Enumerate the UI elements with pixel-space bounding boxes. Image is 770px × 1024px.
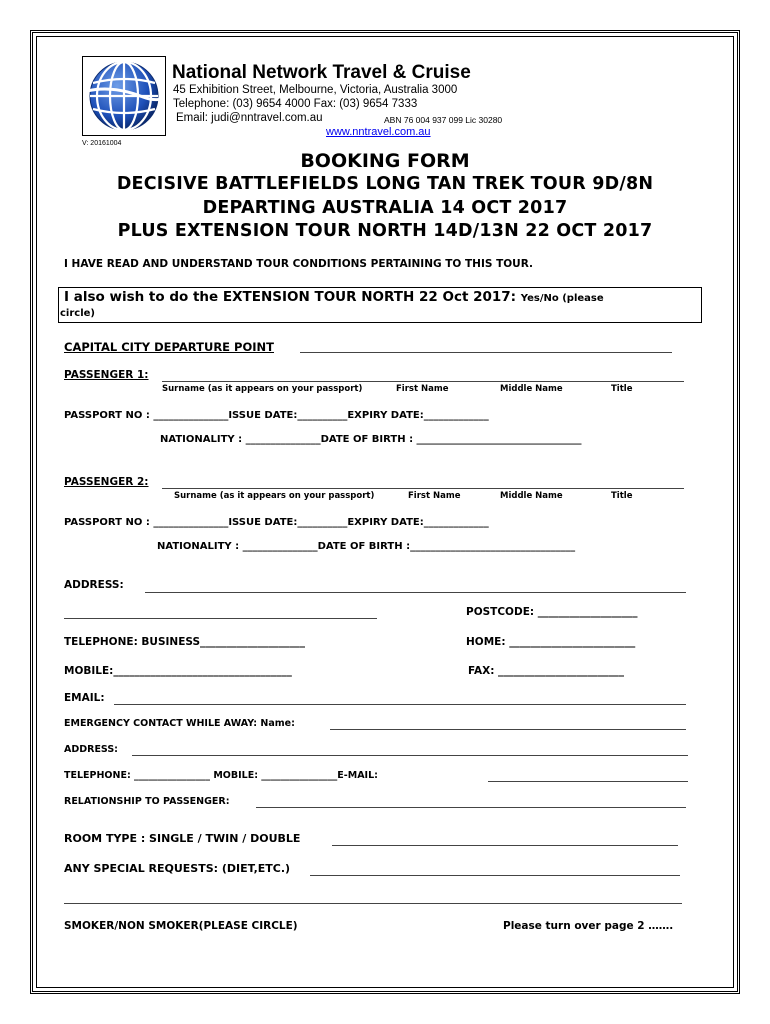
passenger1-passport-row[interactable]: PASSPORT NO : _______________ISSUE DATE:__________EXPIRY DATE:_____________ [64,410,489,421]
passenger2-nationality-row[interactable]: NATIONALITY : _______________DATE OF BIRTH :_________________________________ [157,541,576,552]
passenger1-nationality-row[interactable]: NATIONALITY : _______________DATE OF BIRTH : _________________________________ [160,434,582,445]
emergency-address-field[interactable] [132,755,688,756]
emergency-address-label: ADDRESS: [64,744,118,755]
form-title: BOOKING FORM [300,150,470,172]
passenger2-passport-row[interactable]: PASSPORT NO : _______________ISSUE DATE:__________EXPIRY DATE:_____________ [64,517,489,528]
extension-text: I also wish to do the EXTENSION TOUR NORTH 22 Oct 2017: [64,289,517,305]
emergency-contact-label: EMERGENCY CONTACT WHILE AWAY: Name: [64,718,295,729]
passenger2-firstname-hint: First Name [408,491,461,501]
relationship-field[interactable] [256,807,686,808]
room-type-label: ROOM TYPE : SINGLE / TWIN / DOUBLE [64,832,301,845]
company-email: Email: judi@nntravel.com.au [176,112,323,124]
tour-title-line1: DECISIVE BATTLEFIELDS LONG TAN TREK TOUR 9D/8N [116,174,654,194]
globe-icon [82,56,166,136]
business-telephone-field[interactable]: TELEPHONE: BUSINESS____________________ [64,636,306,648]
fax-field[interactable]: FAX: ________________________ [468,665,625,677]
version-label: V: 20161004 [82,140,122,147]
emergency-contact-field[interactable] [330,729,686,730]
home-telephone-field[interactable]: HOME: ________________________ [466,636,636,648]
departure-point-label: CAPITAL CITY DEPARTURE POINT [64,340,274,354]
passenger1-title-hint: Title [611,384,633,394]
emergency-email-field[interactable] [488,781,688,782]
passenger1-firstname-hint: First Name [396,384,449,394]
address-label: ADDRESS: [64,579,124,591]
room-type-field[interactable] [332,845,678,846]
passenger1-middlename-hint: Middle Name [500,384,563,394]
postcode-field[interactable]: POSTCODE: ___________________ [466,606,638,618]
extension-circle-note: circle) [60,308,95,319]
special-requests-label: ANY SPECIAL REQUESTS: (DIET,ETC.) [64,862,291,875]
departure-point-field[interactable] [300,352,672,353]
passenger2-surname-hint: Surname (as it appears on your passport) [174,491,375,501]
tour-title-line2: DEPARTING AUSTRALIA 14 OCT 2017 [202,198,568,218]
yes-no-option[interactable]: Yes/No (please [520,293,604,304]
conditions-statement: I HAVE READ AND UNDERSTAND TOUR CONDITIONS PERTAINING TO THIS TOUR. [64,258,533,270]
passenger1-surname-hint: Surname (as it appears on your passport) [162,384,363,394]
website-link[interactable]: www.nntravel.com.au [326,126,431,138]
passenger2-label: PASSENGER 2: [64,476,149,488]
passenger1-label: PASSENGER 1: [64,369,149,381]
relationship-label: RELATIONSHIP TO PASSENGER: [64,796,230,807]
special-requests-line2-field[interactable] [64,903,682,904]
special-requests-field[interactable] [310,875,680,876]
email-label: EMAIL: [64,692,105,704]
company-name: National Network Travel & Cruise [172,62,471,83]
company-abn: ABN 76 004 937 099 Lic 30280 [384,115,503,125]
address-field[interactable] [145,592,686,593]
tour-title-line3: PLUS EXTENSION TOUR NORTH 14D/13N 22 OCT 2017 [117,221,653,241]
passenger2-title-hint: Title [611,491,633,501]
email-field[interactable] [114,704,686,705]
extension-question [64,289,604,305]
mobile-field[interactable]: MOBILE:__________________________________ [64,665,292,677]
address-line2-field[interactable] [64,618,377,619]
company-address: 45 Exhibition Street, Melbourne, Victoria, Australia 3000 [173,84,458,96]
passenger2-middlename-hint: Middle Name [500,491,563,501]
smoker-option[interactable]: SMOKER/NON SMOKER(PLEASE CIRCLE) [64,920,298,932]
turn-over-note: Please turn over page 2 ……. [503,920,674,932]
emergency-phone-row[interactable]: TELEPHONE: ________________ MOBILE: ________________E-MAIL: [64,770,378,781]
passenger1-name-field[interactable] [162,381,684,382]
passenger2-name-field[interactable] [162,488,684,489]
company-phone: Telephone: (03) 9654 4000 Fax: (03) 9654 7333 [173,98,418,110]
